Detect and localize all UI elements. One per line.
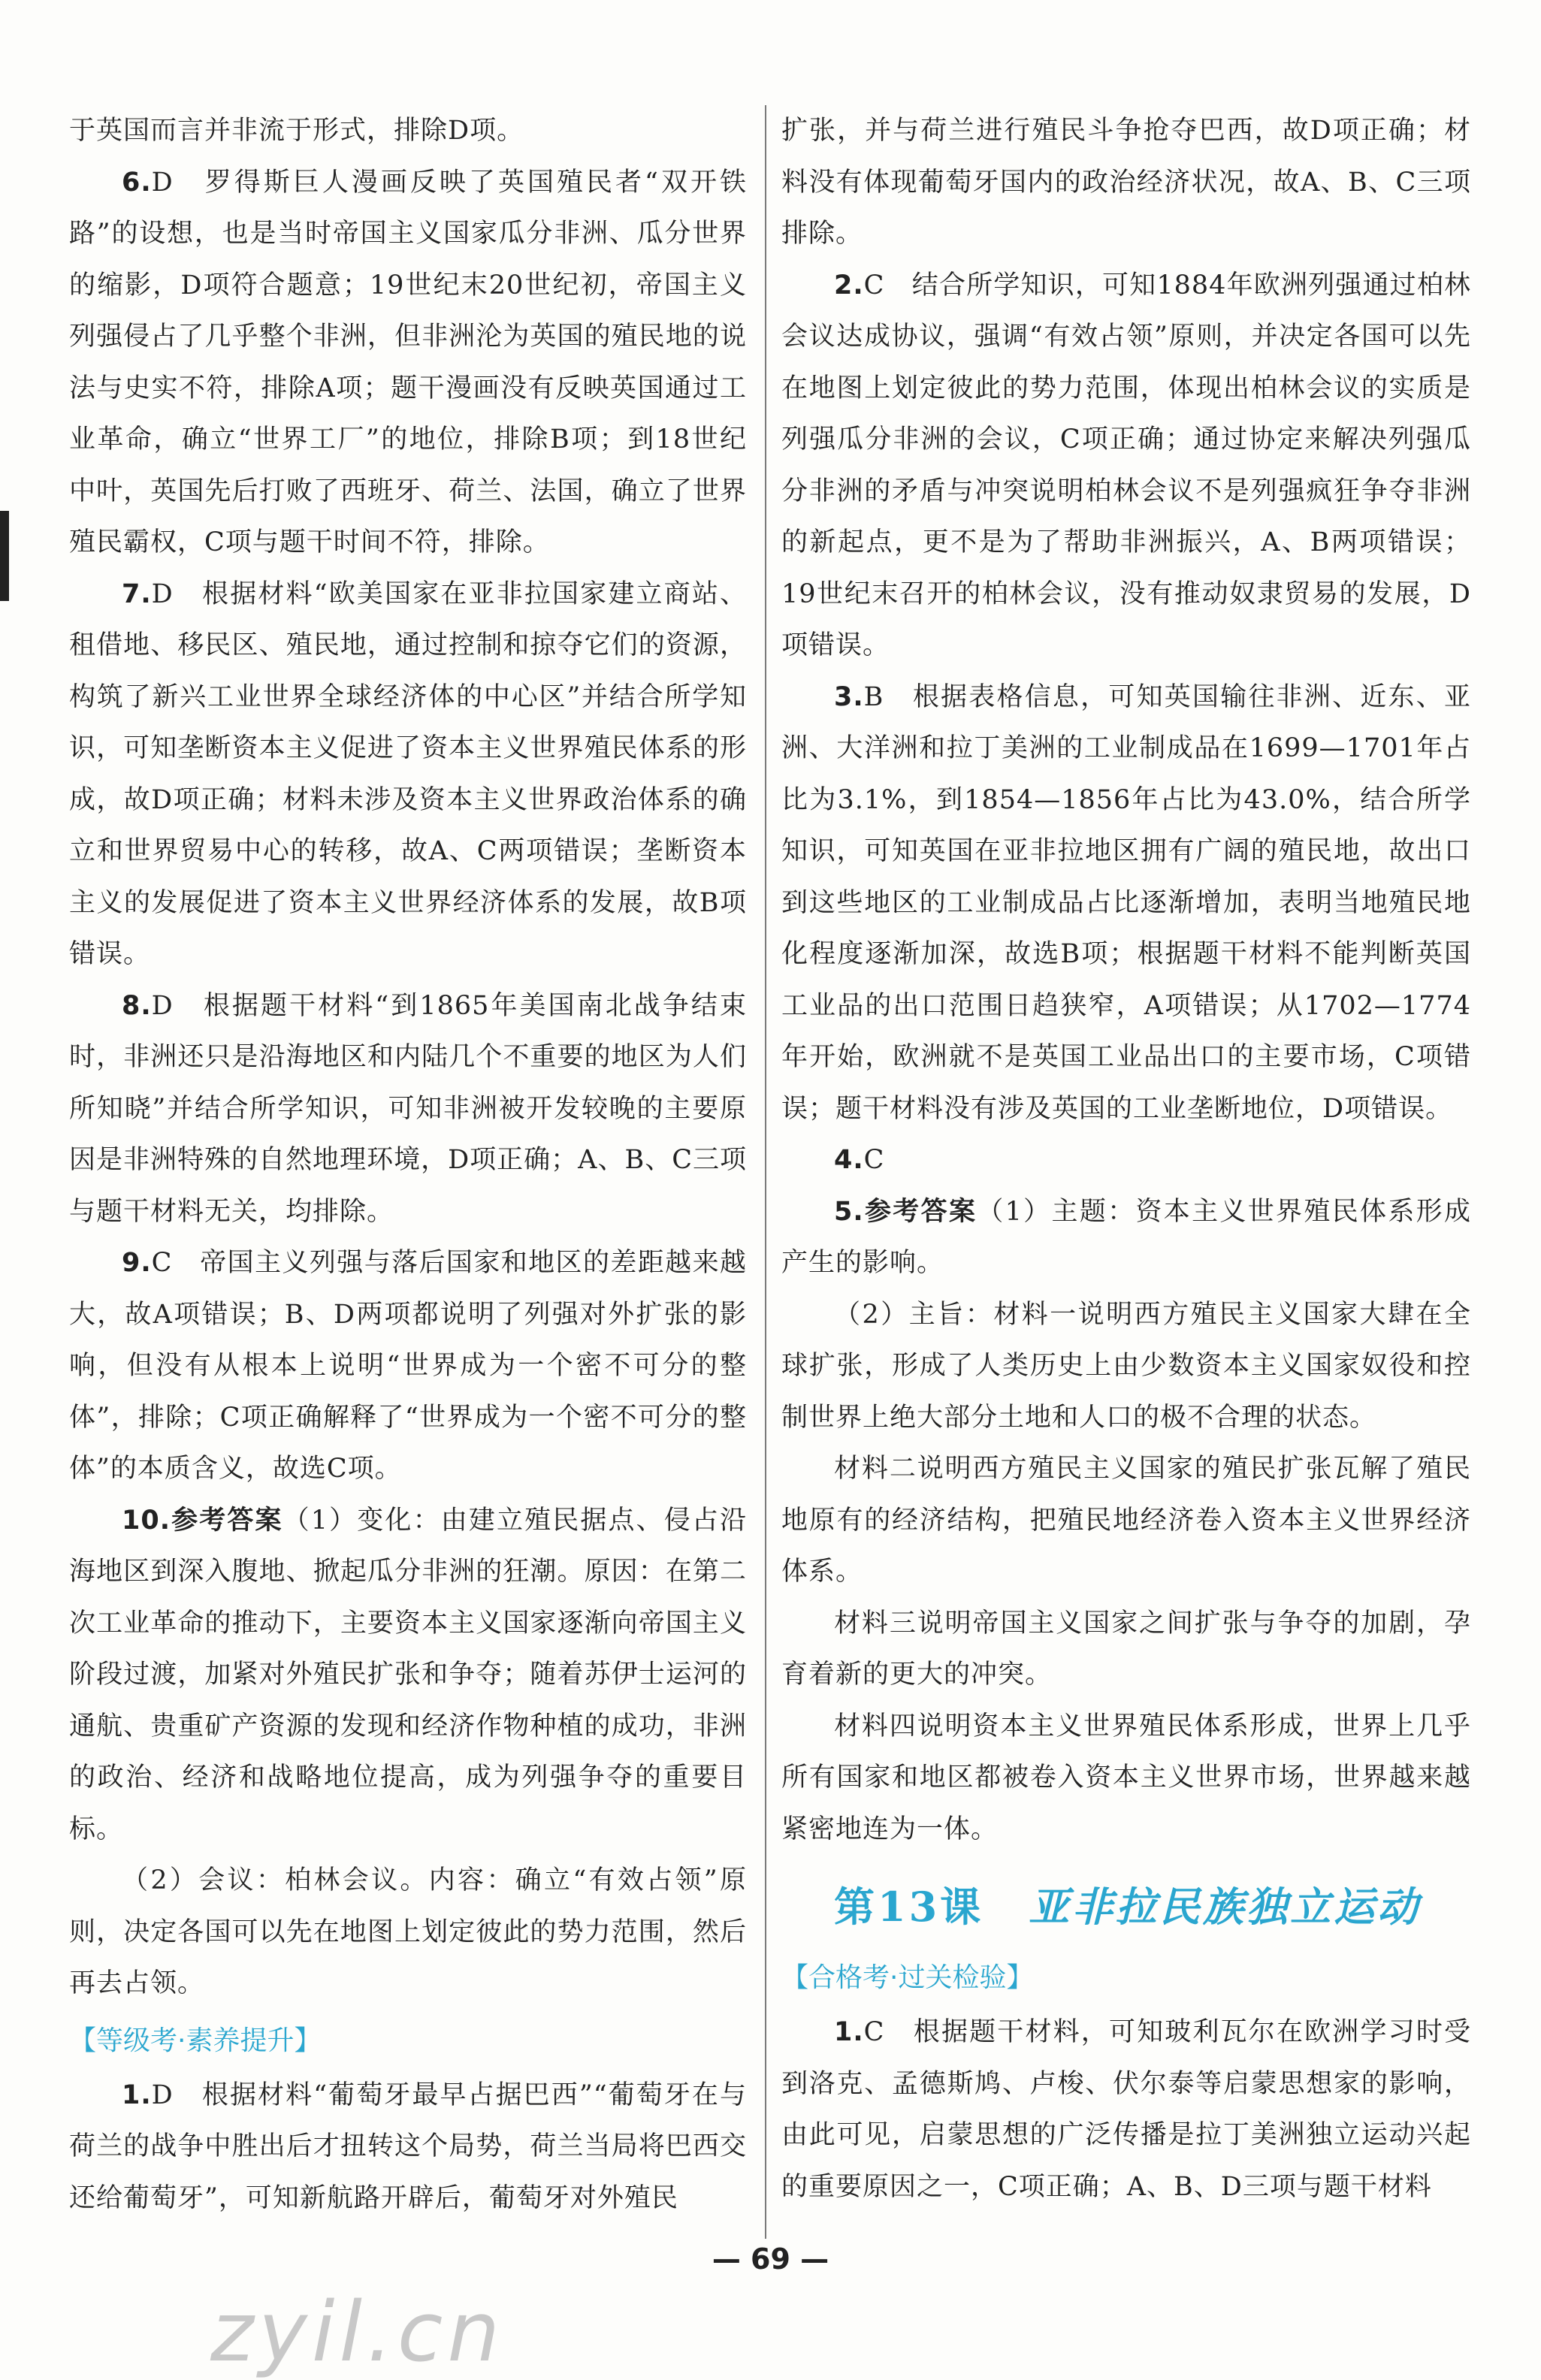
answer-number: 7. [122, 578, 152, 609]
answer-6 [69, 157, 747, 569]
answer-number: 8. [122, 990, 152, 1021]
answer-5-material-4: 材料四说明资本主义世界殖民体系形成，世界上几乎所有国家和地区都被卷入资本主义世界市场，世界越来越紧密地连为一体。 [781, 1711, 1471, 1844]
answer-5-material-3: 材料三说明帝国主义国家之间扩张与争夺的加剧，孕育着新的更大的冲突。 [781, 1608, 1471, 1690]
answer-text: B 根据表格信息，可知英国输往非洲、近东、亚洲、大洋洲和拉丁美洲的工业制成品在1699—1701年占比为3.1%，到1854—1856年占比为43.0%，结合所学知识，可知英国在亚非拉地区拥有广阔的殖民地，故出口到这些地区的工业制成品占比逐渐增加，表明当地殖民地化程度逐渐加深，故选B项；根据题干材料不能判断英国工业品的出口范围日趋狭窄，A项错误；从1702—1774年开始，欧洲就不是英国工业品出口的主要市场，C项错误；题干材料没有涉及英国的工业垄断地位，D项错误。 [781, 681, 1471, 1124]
binding-edge-mark [0, 511, 9, 601]
answer-text: D 根据材料“欧美国家在亚非拉国家建立商站、租借地、移民区、殖民地，通过控制和掠夺它们的资源，构筑了新兴工业世界全球经济体的中心区”并结合所学知识，可知垄断资本主义促进了资本主义世界殖民体系的形成，故D项正确；材料未涉及资本主义世界政治体系的确立和世界贸易中心的转移，故A、C两项错误；垄断资本主义的发展促进了资本主义世界经济体系的发展，故B项错误。 [69, 578, 747, 969]
advanced-answer-5 [781, 1186, 1471, 1289]
answer-9 [69, 1237, 747, 1495]
lesson-title: 亚非拉民族独立运动 [1029, 1883, 1422, 1931]
column-divider [765, 105, 766, 2239]
answer-text: D 罗得斯巨人漫画反映了英国殖民者“双开铁路”的设想，也是当时帝国主义国家瓜分非洲、瓜分世界的缩影，D项符合题意；19世纪末20世纪初，帝国主义列强侵占了几乎整个非洲，但非洲沦为英国的殖民地的说法与史实不符，排除A项；题干漫画没有反映英国通过工业革命，确立“世界工厂”的地位，排除B项；到18世纪中叶，英国先后打败了西班牙、荷兰、法国，确立了世界殖民霸权，C项与题干时间不符，排除。 [69, 167, 747, 557]
advanced-answer-3 [781, 672, 1471, 1135]
reference-answer-label: 参考答案 [171, 1505, 283, 1536]
answer-10-part-2: （2）会议：柏林会议。内容：确立“有效占领”原则，决定各国可以先在地图上划定彼此的势力范围，然后再去占领。 [69, 1865, 747, 1998]
answer-number: 5. [834, 1196, 864, 1227]
answer-text: C [863, 1145, 885, 1175]
page-number: — 69 — [712, 2243, 829, 2276]
answer-number: 1. [122, 2079, 152, 2110]
answer-text: C 帝国主义列强与落后国家和地区的差距越来越大，故A项错误；B、D两项都说明了列强对外扩张的影响，但没有从根本上说明“世界成为一个密不可分的整体”，排除；C项正确解释了“世界成为一个密不可分的整体”的本质含义，故选C项。 [69, 1248, 747, 1484]
paragraph-continuation: 于英国而言并非流于形式，排除D项。 [69, 116, 524, 146]
advanced-answer-4 [781, 1134, 1471, 1186]
watermark: zyil.cn [210, 2284, 505, 2380]
answer-text: D 根据材料“葡萄牙最早占据巴西”“葡萄牙在与荷兰的战争中胜出后才扭转这个局势，荷兰当局将巴西交还给葡萄牙”，可知新航路开辟后，葡萄牙对外殖民 [69, 2079, 747, 2213]
answer-number: 3. [834, 681, 864, 712]
answer-text: （1）变化：由建立殖民据点、侵占沿海地区到深入腹地、掀起瓜分非洲的狂潮。原因：在第二次工业革命的推动下，主要资本主义国家逐渐向帝国主义阶段过渡，加紧对外殖民扩张和争夺；随着苏伊士运河的通航、贵重矿产资源的发现和经济作物种植的成功，非洲的政治、经济和战略地位提高，成为列强争夺的重要目标。 [69, 1505, 747, 1844]
answer-text: C 根据题干材料，可知玻利瓦尔在欧洲学习时受到洛克、孟德斯鸠、卢梭、伏尔泰等启蒙思想家的影响，由此可见，启蒙思想的广泛传播是拉丁美洲独立运动兴起的重要原因之一，C项正确；A、B、D三项与题干材料 [781, 2017, 1471, 2202]
answer-text: （1）主题：资本主义世界殖民体系形成产生的影响。 [781, 1196, 1471, 1278]
section-heading: 【等级考·素养提升】 [69, 2025, 322, 2056]
answer-text: C 结合所学知识，可知1884年欧洲列强通过柏林会议达成协议，强调“有效占领”原则，并决定各国可以先在地图上划定彼此的势力范围，体现出柏林会议的实质是列强瓜分非洲的会议，C项正确；通过协定来解决列强瓜分非洲的矛盾与冲突说明柏林会议不是列强疯狂争夺非洲的新起点，更不是为了帮助非洲振兴，A、B两项错误；19世纪末召开的柏林会议，没有推动奴隶贸易的发展，D项错误。 [781, 270, 1471, 660]
left-column [69, 105, 747, 2224]
answer-5-part-2: （2）主旨：材料一说明西方殖民主义国家大肆在全球扩张，形成了人类历史上由少数资本主义国家奴役和控制世界上绝大部分土地和人口的极不合理的状态。 [781, 1299, 1471, 1433]
advanced-answer-2 [781, 260, 1471, 672]
answer-10 [69, 1495, 747, 1856]
answer-number: 4. [834, 1145, 864, 1175]
answer-number: 1. [834, 2017, 864, 2047]
answer-5-material-2: 材料二说明西方殖民主义国家的殖民扩张瓦解了殖民地原有的经济结构，把殖民地经济卷入资本主义世界经济体系。 [781, 1454, 1471, 1587]
answer-number: 9. [122, 1248, 152, 1278]
paragraph-continuation: 扩张，并与荷兰进行殖民斗争抢夺巴西，故D项正确；材料没有体现葡萄牙国内的政治经济状况，故A、B、C三项排除。 [781, 116, 1471, 249]
reference-answer-label: 参考答案 [863, 1196, 977, 1227]
answer-text: D 根据题干材料“到1865年美国南北战争结束时，非洲还只是沿海地区和内陆几个不重要的地区为人们所知晓”并结合所学知识，可知非洲被开发较晚的主要原因是非洲特殊的自然地理环境，D项正确；A、B、C三项与题干材料无关，均排除。 [69, 990, 747, 1227]
answer-number: 2. [834, 270, 864, 301]
lesson-number: 第13课 [834, 1883, 984, 1931]
answer-7 [69, 569, 747, 980]
answer-number: 6. [122, 167, 152, 198]
right-column [781, 105, 1471, 2212]
section-heading: 【合格考·过关检验】 [781, 1962, 1034, 1993]
answer-number: 10. [122, 1505, 171, 1536]
advanced-answer-1 [69, 2070, 747, 2224]
answer-8 [69, 980, 747, 1238]
basic-answer-1 [781, 2007, 1471, 2212]
lesson-heading [834, 1873, 1471, 1941]
